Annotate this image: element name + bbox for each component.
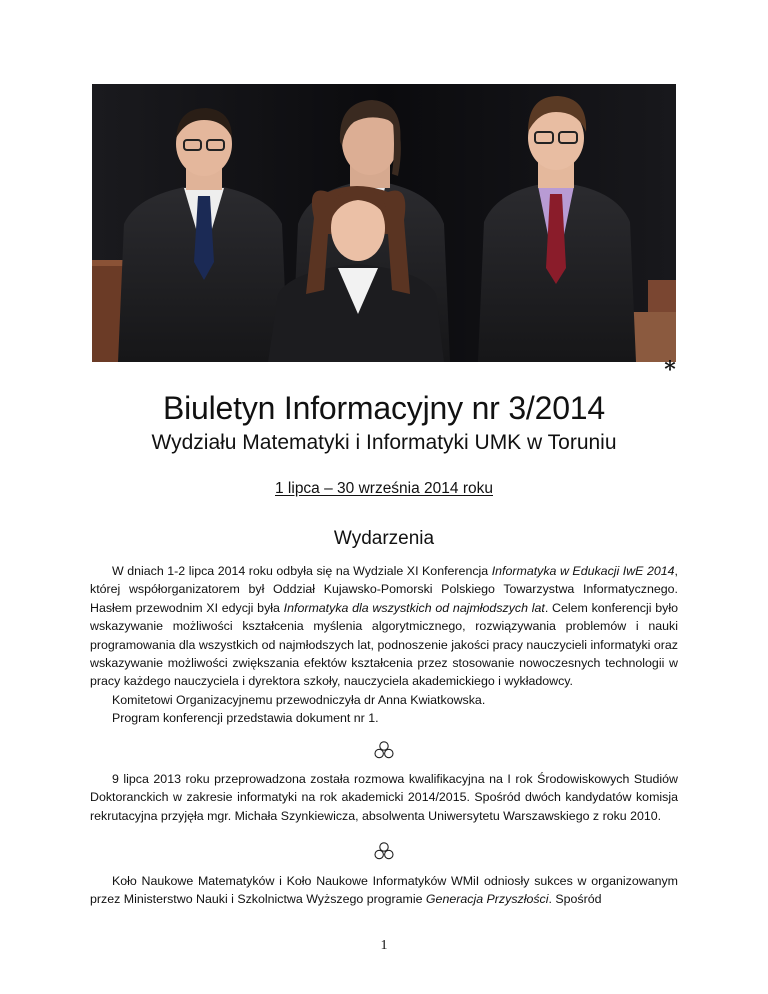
bulletin-date-range xyxy=(0,479,768,499)
program-name: Generacja Przyszłości xyxy=(425,892,549,907)
bulletin-subtitle: Wydziału Matematyki i Informatyki UMK w Toruniu xyxy=(151,431,617,454)
date-range-text: 1 lipca – 30 września 2014 roku xyxy=(275,480,493,497)
page-number: 1 xyxy=(380,938,388,953)
bulletin-title: Biuletyn Informacyjny nr 3/2014 xyxy=(162,390,606,426)
trefoil-ornament-icon xyxy=(372,740,396,760)
paragraph-doctoral-studies xyxy=(90,770,678,825)
conference-motto: Informatyka dla wszystkich od najmłodszych lat xyxy=(283,600,545,615)
paragraph-conference xyxy=(90,562,678,728)
trefoil-ornament-icon xyxy=(372,841,396,861)
footnote-asterisk: * xyxy=(664,357,676,383)
text-run: Koło Naukowe Matematyków i Koło Naukowe Informatyków WMiI odniosły sukces w organizowanym przez Ministerstwo Nauki i Szkolnictwa Wyższego programie xyxy=(90,874,678,907)
text-run: , której współorganizatorem był Oddział Kujawsko-Pomorski Polskiego Towarzystwa Informatycznego. Hasłem przewodnim XI edycji była xyxy=(90,564,678,615)
text-run: W dniach 1-2 lipca 2014 roku odbyła się na Wydziale XI Konferencja xyxy=(112,564,492,578)
conference-name: Informatyka w Edukacji IwE 2014 xyxy=(491,564,675,578)
paragraph-doctoral-text: 9 lipca 2013 roku przeprowadzona została rozmowa kwalifikacyjna na I rok Środowiskowych Studiów Doktoranckich w zakresie informatyki na rok akademicki 2014/2015. Spośród dwóch kandydatów komisja rekrutacyjna przyjęła mgr. Michała Szynkiewicza, absolwenta Uniwersytetu Warszawskiego z roku 2010. xyxy=(90,772,678,823)
paragraph-program: Program konferencji przedstawia dokument nr 1. xyxy=(112,711,379,726)
paragraph-student-clubs-text xyxy=(90,872,678,909)
paragraph-conference-main xyxy=(90,562,678,691)
group-photo-illustration xyxy=(92,84,676,362)
section-heading-events: Wydarzenia xyxy=(333,528,435,549)
paragraph-committee: Komitetowi Organizacyjnemu przewodniczyła dr Anna Kwiatkowska. xyxy=(112,692,486,707)
paragraph-student-clubs xyxy=(90,872,678,909)
text-run: . Celem konferencji było wskazywanie możliwości kształcenia myślenia algorytmicznego, rozwiązywania problemów i nauki programowania dla wszystkich od najmłodszych lat, podnoszenie jakości pracy nauczycieli informatyki oraz wskazywanie możliwości zwiększania efektów kształcenia przez stosowanie nowoczesnych technologii w pracy każdego nauczyciela i dyrektora szkoły, nauczyciela akademickiego i wykładowcy. xyxy=(90,600,678,689)
text-run: . Spośród xyxy=(548,892,602,907)
group-photo xyxy=(92,84,676,362)
